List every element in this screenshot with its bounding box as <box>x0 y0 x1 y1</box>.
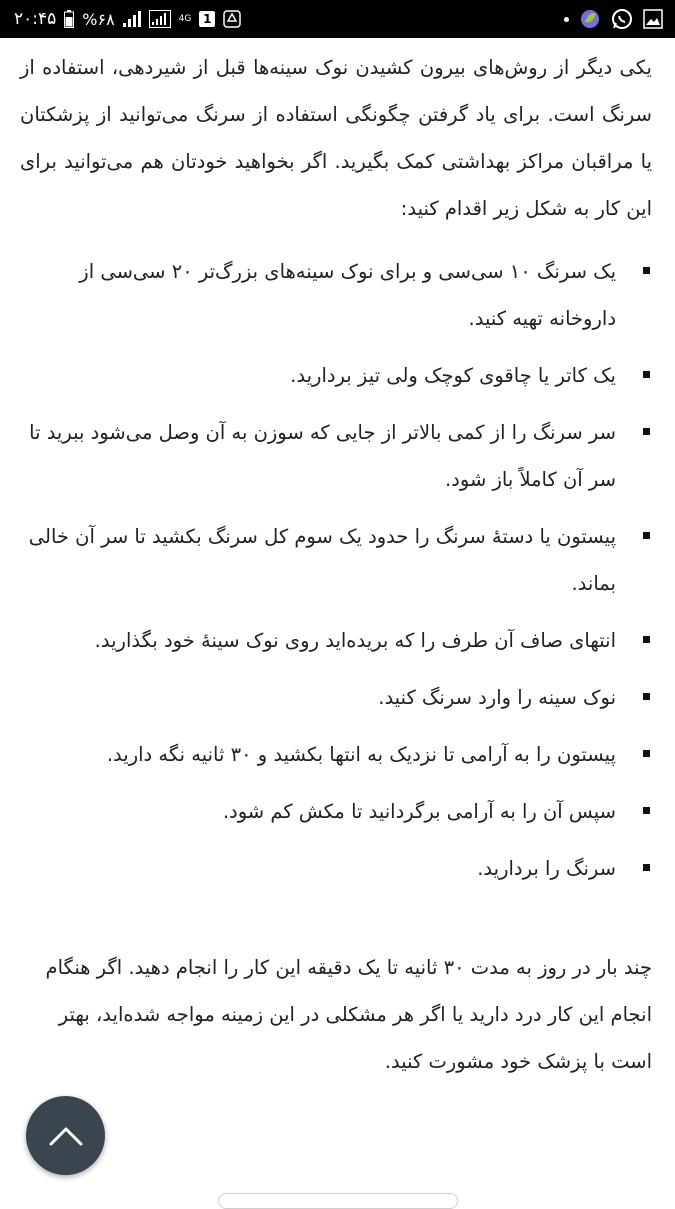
list-item: یک سرنگ ۱۰ سی‌سی و برای نوک سینه‌های بزرگ‌تر ۲۰ سی‌سی از داروخانه تهیه کنید. <box>20 248 652 342</box>
list-item: یک کاتر یا چاقوی کوچک ولی تیز بردارید. <box>20 352 652 399</box>
list-item: نوک سینه را وارد سرنگ کنید. <box>20 674 652 721</box>
battery-percent: %۶۸ <box>82 9 115 29</box>
signal-icon <box>123 11 141 27</box>
network-label: 4G <box>178 13 192 24</box>
article-content <box>20 44 652 1085</box>
app-icon <box>579 8 601 30</box>
list-item: پیستون را به آرامی تا نزدیک به انتها بکشید و ۳۰ ثانیه نگه دارید. <box>20 731 652 778</box>
list-item: سرنگ را بردارید. <box>20 845 652 892</box>
article-outro: چند بار در روز به مدت ۳۰ ثانیه تا یک دقیقه این کار را انجام دهید. اگر هنگام انجام این کار درد دارید یا اگر هر مشکلی در این زمینه مواجه شده‌اید، بهتر است با پزشک خود مشورت کنید. <box>45 956 652 1073</box>
whatsapp-icon <box>611 8 633 30</box>
article-intro: یکی دیگر از روش‌های بیرون کشیدن نوک سینه‌ها قبل از شیردهی، استفاده از سرنگ است. برای یاد گرفتن چگونگی استفاده از سرنگ می‌توانید از پزشکتان یا مراقبان مراکز بهداشتی کمک بگیرید. اگر بخواهید خودتان هم می‌توانید برای این کار به شکل زیر اقدام کنید: <box>20 56 652 220</box>
scroll-to-top-button[interactable] <box>26 1096 105 1175</box>
sim-badge-label: 1 <box>203 12 212 26</box>
battery-icon <box>64 10 74 28</box>
steps-list <box>20 248 652 892</box>
sim-icon <box>199 11 215 27</box>
status-bar-left <box>14 0 241 38</box>
status-bar-right <box>564 0 663 38</box>
network-4g-icon <box>179 15 192 24</box>
bottom-card-edge <box>218 1193 458 1209</box>
dot-icon <box>564 17 569 22</box>
image-icon <box>643 9 663 29</box>
signal-icon <box>149 10 171 28</box>
list-item: سپس آن را به آرامی برگردانید تا مکش کم شود. <box>20 788 652 835</box>
clock: ۲۰:۴۵ <box>14 9 57 29</box>
list-item: سر سرنگ را از کمی بالاتر از جایی که سوزن به آن وصل می‌شود ببرید تا سر آن کاملاً باز شود. <box>20 409 652 503</box>
status-bar <box>0 0 675 38</box>
recycle-icon <box>223 10 241 28</box>
chevron-up-icon <box>48 1125 84 1147</box>
list-item: انتهای صاف آن طرف را که بریده‌اید روی نوک سینهٔ خود بگذارید. <box>20 617 652 664</box>
list-item: پیستون یا دستهٔ سرنگ را حدود یک سوم کل سرنگ بکشید تا سر آن خالی بماند. <box>20 513 652 607</box>
